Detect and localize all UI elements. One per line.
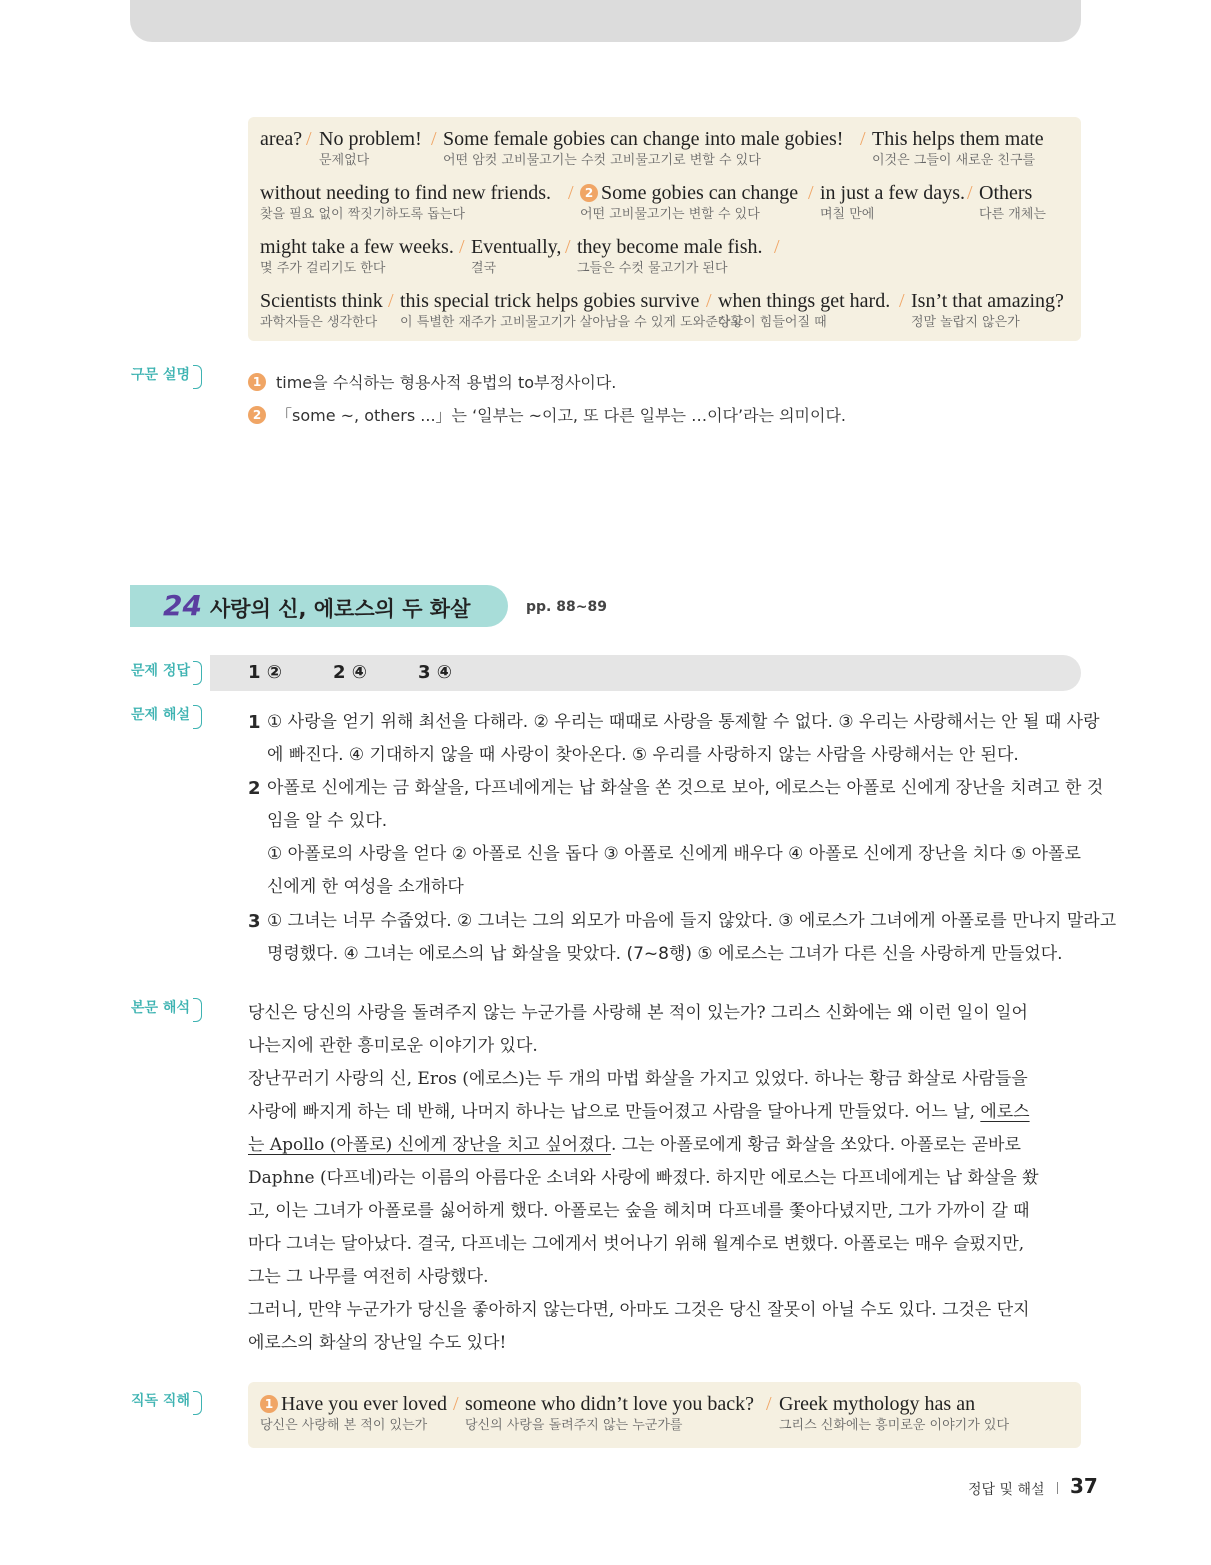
reading-chunk: This helps them mate 이것은 그들이 새로운 친구를 (872, 128, 1044, 168)
slash-divider: / (899, 290, 905, 312)
reading-chunk: Some female gobies can change into male gobies! 어떤 암컷 고비물고기는 수컷 고비물고기로 변할 수 있다 (443, 128, 844, 168)
reading-row (248, 225, 1081, 279)
slash-divider: / (431, 128, 437, 150)
reading-row (248, 1382, 1081, 1436)
slash-divider: / (459, 236, 465, 258)
reading-row (248, 117, 1081, 171)
translation-line: 그는 그 나무를 여전히 사랑했다. (248, 1267, 489, 1287)
slash-divider: / (453, 1393, 459, 1415)
explanation-line: 아폴로 신에게는 금 화살을, 다프네에게는 납 화살을 쏜 것으로 보아, 에로스는 아폴로 신에게 장난을 치려고 한 것 (267, 778, 1104, 798)
section-header (130, 585, 508, 627)
explanation-line: ① 그녀는 너무 수줍었다. ② 그녀는 그의 외모가 마음에 들지 않았다. ③ 에로스가 그녀에게 아폴로를 만나지 말라고 (267, 911, 1117, 931)
explanation-number: 3 (248, 911, 261, 932)
section-title: 사랑의 신, 에로스의 두 화살 (210, 597, 471, 621)
slash-divider: / (967, 182, 973, 204)
reading-chunk: Greek mythology has an 그리스 신화에는 흥미로운 이야기가 있다 (779, 1393, 1010, 1433)
slash-divider: / (860, 128, 866, 150)
answer-item: 2 ④ (333, 662, 368, 683)
translation-line: Daphne (다프네)라는 이름의 아름다운 소녀와 사랑에 빠졌다. 하지만 에로스는 다프네에게는 납 화살을 쐈 (248, 1168, 1039, 1188)
underlined-phrase: 에로스 (980, 1102, 1030, 1122)
translation-line: 그러니, 만약 누군가가 당신을 좋아하지 않는다면, 아마도 그것은 당신 잘못이 아닐 수도 있다. 그것은 단지 (248, 1300, 1030, 1320)
slash-divider: / (808, 182, 814, 204)
reading-chunk: in just a few days. 며칠 만에 (820, 182, 965, 222)
explanation-item (248, 706, 1100, 772)
top-banner (130, 0, 1081, 42)
translation-line: 마다 그녀는 달아났다. 결국, 다프네는 그에게서 벗어나기 위해 월계수로 변했다. 아폴로는 매우 슬펐지만, (248, 1234, 1025, 1254)
reading-chunk: No problem! 문제없다 (319, 128, 422, 168)
answer-item: 1 ② (248, 662, 283, 683)
syntax-note: 1 time을 수식하는 형용사적 용법의 to부정사이다. (248, 372, 616, 394)
translation-line: 당신은 당신의 사랑을 돌려주지 않는 누군가를 사랑해 본 적이 있는가? 그리스 신화에는 왜 이런 일이 일어 (248, 1003, 1028, 1023)
explanation-line: 명령했다. ④ 그녀는 에로스의 납 화살을 맞았다. (7~8행) ⑤ 에로스는 그녀가 다른 신을 사랑하게 만들었다. (267, 944, 1063, 964)
explanation-line: 신에게 한 여성을 소개하다 (267, 877, 464, 897)
page-reference: pp. 88~89 (526, 599, 607, 615)
reading-row (248, 171, 1081, 225)
number-badge-icon: 1 (248, 373, 266, 391)
reading-chunk: 2 Some gobies can change 어떤 고비물고기는 변할 수 있다 (580, 182, 799, 222)
direct-reading-box (248, 117, 1081, 341)
direct-reading-box (248, 1382, 1081, 1448)
reading-chunk: someone who didn’t love you back? 당신의 사랑을 돌려주지 않는 누군가를 (465, 1393, 755, 1433)
reading-chunk: might take a few weeks. 몇 주가 걸리기도 한다 (260, 236, 454, 276)
translation-label: 본문 해석 (130, 996, 202, 1024)
translation-line: 에로스의 화살의 장난일 수도 있다! (248, 1333, 507, 1353)
number-badge-icon: 2 (248, 406, 266, 424)
reading-chunk: Scientists think 과학자들은 생각한다 (260, 290, 383, 330)
slash-divider: / (766, 1393, 772, 1415)
syntax-note: 2 「some ~, others ...」는 ‘일부는 ~이고, 또 다른 일부는 …이다’라는 의미이다. (248, 405, 846, 427)
answer-item: 3 ④ (418, 662, 453, 683)
translation-line: 사랑에 빠지게 하는 데 반해, 나머지 하나는 납으로 만들어졌고 사람을 달아나게 만들었다. 어느 날, 에로스 (248, 1102, 1030, 1122)
slash-divider: / (706, 290, 712, 312)
explanation-item (248, 905, 1117, 971)
reading-chunk: area? (260, 128, 303, 150)
translation-line: 장난꾸러기 사랑의 신, Eros (에로스)는 두 개의 마법 화살을 가지고 있었다. 하나는 황금 화살로 사람들을 (248, 1069, 1028, 1089)
underlined-phrase: 는 Apollo (아폴로) 신에게 장난을 치고 싶어졌다 (248, 1135, 611, 1155)
explanation-number: 2 (248, 778, 261, 799)
reading-chunk: without needing to find new friends. 찾을 필요 없이 짝짓기하도록 돕는다 (260, 182, 552, 222)
reading-chunk: Isn’t that amazing? 정말 놀랍지 않은가 (911, 290, 1064, 330)
direct-reading-label: 직독 직해 (130, 1389, 202, 1417)
page-number: 37 (1070, 1474, 1098, 1498)
translation-line: 나는지에 관한 흥미로운 이야기가 있다. (248, 1036, 538, 1056)
explanation-line: 임을 알 수 있다. (267, 811, 388, 831)
explanation-line: 에 빠진다. ④ 기대하지 않을 때 사랑이 찾아온다. ⑤ 우리를 사랑하지 않는 사람을 사랑해서는 안 된다. (267, 745, 1019, 765)
reading-chunk: Eventually, 결국 (471, 236, 562, 276)
section-number: 24 (163, 589, 202, 622)
number-badge-icon: 2 (580, 184, 598, 202)
explanation-item (248, 772, 1104, 904)
slash-divider: / (568, 182, 574, 204)
slash-divider: / (565, 236, 571, 258)
reading-chunk: when things get hard. 상황이 힘들어질 때 (718, 290, 891, 330)
slash-divider: / (306, 128, 312, 150)
slash-divider: / (774, 236, 780, 258)
footer-label: 정답 및 해설 (968, 1482, 1045, 1498)
translation-line: 고, 이는 그녀가 아폴로를 싫어하게 했다. 아폴로는 숲을 헤치며 다프네를 쫓아다녔지만, 그가 가까이 갈 때 (248, 1201, 1030, 1221)
reading-chunk: this special trick helps gobies survive 이 특별한 재주가 고비물고기가 살아남을 수 있게 도와준다고 (400, 290, 743, 330)
slash-divider: / (388, 290, 394, 312)
reading-chunk: they become male fish. 그들은 수컷 물고기가 된다 (577, 236, 763, 276)
reading-chunk: 1 Have you ever loved 당신은 사랑해 본 적이 있는가 (260, 1393, 448, 1433)
reading-chunk: Others 다른 개체는 (979, 182, 1046, 222)
reading-row (248, 279, 1081, 333)
explanation-line: ① 사랑을 얻기 위해 최선을 다해라. ② 우리는 때때로 사랑을 통제할 수 없다. ③ 우리는 사랑해서는 안 될 때 사랑 (267, 712, 1100, 732)
explanation-line: ① 아폴로의 사랑을 얻다 ② 아폴로 신을 돕다 ③ 아폴로 신에게 배우다 ④ 아폴로 신에게 장난을 치다 ⑤ 아폴로 (267, 844, 1081, 864)
translation-line: 는 Apollo (아폴로) 신에게 장난을 치고 싶어졌다. 그는 아폴로에게 황금 화살을 쏘았다. 아폴로는 곧바로 (248, 1135, 1021, 1155)
footer-divider (1057, 1482, 1058, 1494)
number-badge-icon: 1 (260, 1395, 278, 1413)
syntax-label: 구문 설명 (130, 363, 202, 391)
explanation-number: 1 (248, 712, 261, 733)
explanation-label: 문제 해설 (130, 703, 202, 731)
answer-label: 문제 정답 (130, 659, 202, 687)
